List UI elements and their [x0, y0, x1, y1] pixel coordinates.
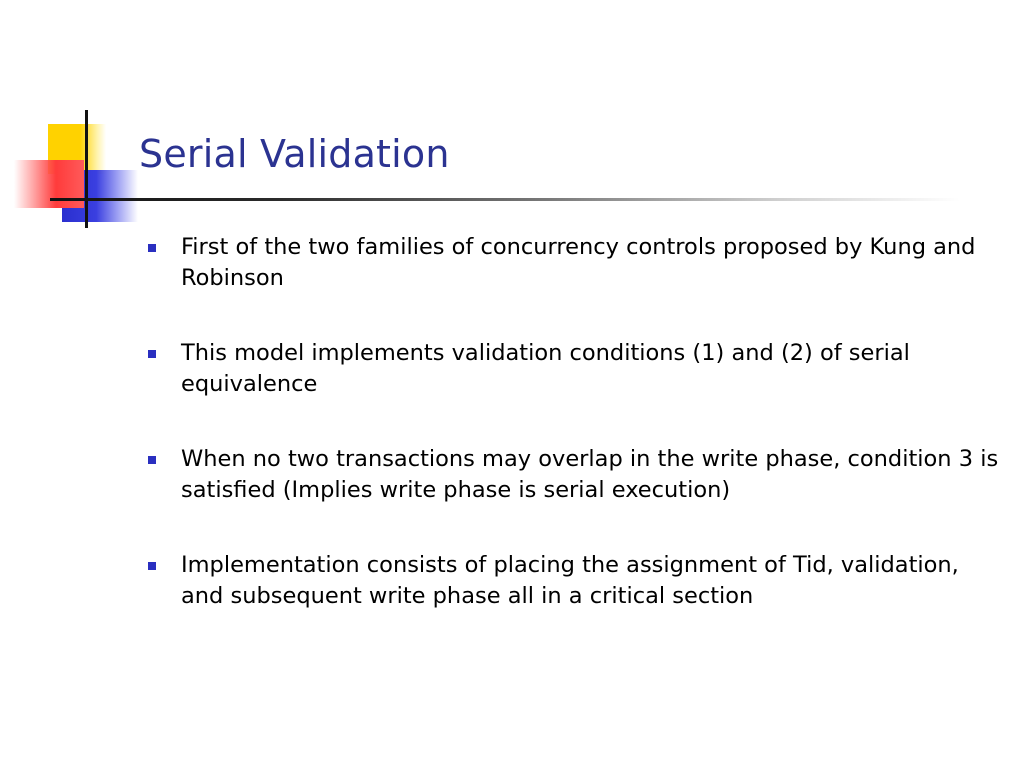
bullet-text: Implementation consists of placing the assignment of Tid, validation, and subsequent write phase all in a critical section — [181, 552, 959, 609]
bullet-item — [148, 444, 1008, 506]
title-underline — [50, 198, 960, 201]
decorative-vertical-line — [85, 110, 88, 228]
slide-title: Serial Validation — [139, 132, 450, 176]
bullet-text: This model implements validation conditions (1) and (2) of serial equivalence — [181, 340, 910, 397]
bullet-item — [148, 232, 1008, 294]
square-bullet-icon — [148, 244, 156, 252]
bullet-text: First of the two families of concurrency controls proposed by Kung and Robinson — [181, 234, 976, 291]
bullet-item — [148, 338, 1008, 400]
square-bullet-icon — [148, 456, 156, 464]
square-bullet-icon — [148, 562, 156, 570]
bullet-text: When no two transactions may overlap in the write phase, condition 3 is satisfied (Implies write phase is serial execution) — [181, 446, 999, 503]
square-bullet-icon — [148, 350, 156, 358]
bullet-item — [148, 550, 1008, 612]
bullet-list — [148, 232, 1008, 656]
